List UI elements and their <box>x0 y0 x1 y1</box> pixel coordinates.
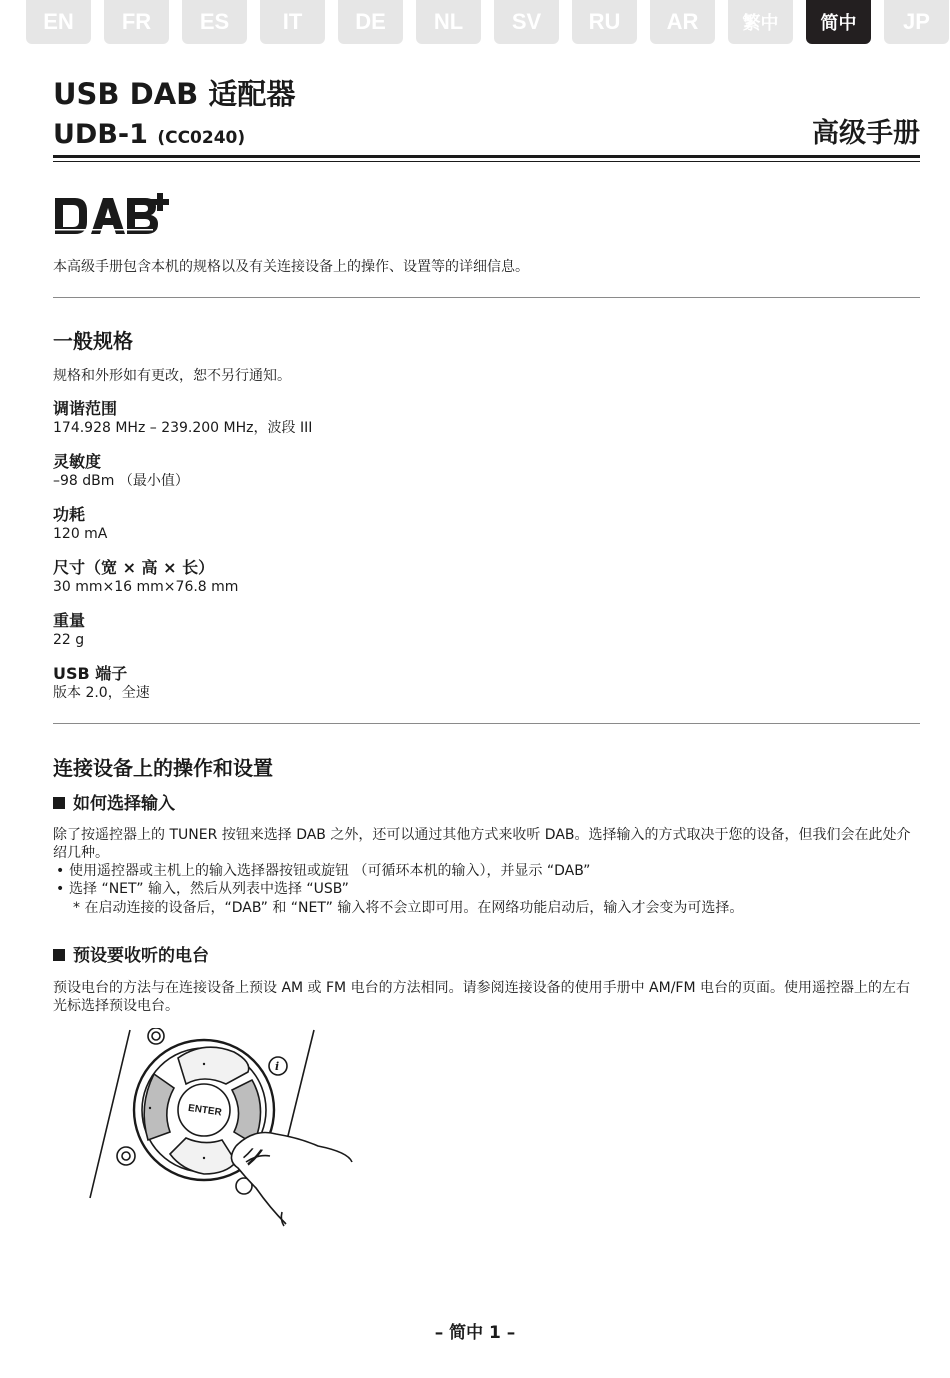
subsection-heading: 预设要收听的电台 <box>73 946 209 966</box>
header-divider <box>53 155 920 158</box>
page-number: – 简中 1 – <box>434 1323 516 1343</box>
operations-section-title: 连接设备上的操作和设置 <box>53 756 273 780</box>
preset-paragraph: 预设电台的方法与在连接设备上预设 AM 或 FM 电台的方法相同。请参阅连接设备的使用手册中 AM/FM 电台的页面。使用遥控器上的左右光标选择预设电台。 <box>53 980 910 1014</box>
list-item-text: 选择 “NET” 输入，然后从列表中选择 “USB” <box>69 881 349 897</box>
specs-note: 规格和外形如有更改，恕不另行通知。 <box>53 368 291 384</box>
spec-value: 版本 2.0，全速 <box>53 685 150 701</box>
spec-value: –98 dBm （最小值） <box>53 473 189 489</box>
spec-value: 174.928 MHz – 239.200 MHz，波段 III <box>53 420 313 436</box>
spec-weight <box>53 611 85 650</box>
enter-label: ENTER <box>187 1102 223 1119</box>
spec-power-consumption <box>53 505 107 544</box>
bullet-dot: • <box>56 881 65 897</box>
preset-station-title <box>53 944 209 968</box>
square-bullet-icon <box>53 949 65 961</box>
language-tab-2[interactable]: FR <box>104 0 169 44</box>
spec-label: 尺寸（宽 × 高 × 长） <box>53 558 215 577</box>
language-tab-7[interactable]: SV <box>494 0 559 44</box>
intro-text: 本高级手册包含本机的规格以及有关连接设备上的操作、设置等的详细信息。 <box>53 259 529 275</box>
language-tab-11[interactable]: 简中 <box>806 0 871 44</box>
product-name: USB DAB 适配器 <box>53 77 296 111</box>
spec-usb-terminal <box>53 664 150 703</box>
language-tab-1[interactable]: EN <box>26 0 91 44</box>
section-divider <box>53 723 920 724</box>
bullet-dot: • <box>56 863 65 879</box>
select-input-title <box>53 792 175 816</box>
section-divider <box>53 297 920 298</box>
language-tabs <box>26 0 950 44</box>
spec-value: 22 g <box>53 632 85 648</box>
square-bullet-icon <box>53 797 65 809</box>
list-item <box>53 862 919 880</box>
select-input-paragraph: 除了按遥控器上的 TUNER 按钮来选择 DAB 之外，还可以通过其他方式来收听 DAB。选择输入的方式取决于您的设备，但我们会在此处介绍几种。 <box>53 827 911 861</box>
spec-dimensions <box>53 558 238 597</box>
spec-label: 功耗 <box>53 505 86 524</box>
language-tab-6[interactable]: NL <box>416 0 481 44</box>
language-tab-3[interactable]: ES <box>182 0 247 44</box>
language-tab-4[interactable]: IT <box>260 0 325 44</box>
language-tab-12[interactable]: JP <box>884 0 949 44</box>
spec-label: 调谐范围 <box>53 399 118 418</box>
list-item-text: 使用遥控器或主机上的输入选择器按钮或旋钮 （可循环本机的输入），并显示 “DAB” <box>69 863 591 879</box>
language-tab-10[interactable]: 繁中 <box>728 0 793 44</box>
spec-label: 重量 <box>53 611 86 630</box>
specs-section-title: 一般规格 <box>53 329 133 353</box>
list-item <box>53 880 919 898</box>
language-tab-9[interactable]: AR <box>650 0 715 44</box>
dab-plus-logo <box>53 192 175 236</box>
spec-label: 灵敏度 <box>53 452 102 471</box>
spec-label: USB 端子 <box>53 664 128 683</box>
language-tab-8[interactable]: RU <box>572 0 637 44</box>
spec-value: 120 mA <box>53 526 108 542</box>
subsection-heading: 如何选择输入 <box>73 794 175 814</box>
model-code: (CC0240) <box>157 128 246 148</box>
model-title <box>53 118 245 155</box>
manual-type: 高级手册 <box>812 118 920 149</box>
info-icon: i <box>275 1060 280 1073</box>
remote-control-illustration <box>86 1028 366 1230</box>
model-number: UDB-1 <box>53 119 148 150</box>
header-divider-thin <box>53 161 920 162</box>
select-input-subnote: * 在启动连接的设备后，“DAB” 和 “NET” 输入将不会立即可用。在网络功能启动后，输入才会变为可选择。 <box>73 900 744 916</box>
spec-sensitivity <box>53 452 189 491</box>
spec-value: 30 mm×16 mm×76.8 mm <box>53 579 239 595</box>
spec-tuning-range <box>53 399 312 438</box>
language-tab-5[interactable]: DE <box>338 0 403 44</box>
select-input-bullets <box>53 862 919 898</box>
